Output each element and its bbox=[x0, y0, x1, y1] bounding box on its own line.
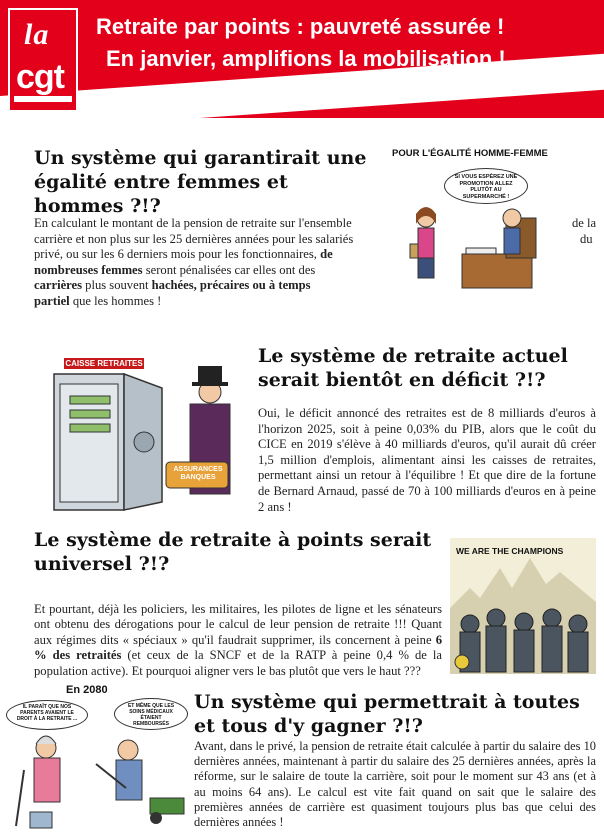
s1-line: carrières plus souvent hachées, précaires ou à temps bbox=[34, 278, 311, 293]
section4-title-line: et tous d'y gagner ?!? bbox=[194, 715, 423, 737]
cartoon4-year: En 2080 bbox=[66, 684, 108, 696]
cartoon1-drawing bbox=[388, 204, 556, 294]
s3-text-a: Et pourtant, déjà les policiers, les militaires, les pilotes de ligne et les sénateurs ont obtenu des dérogations pour le calcul de leur pension de retraite !!! Quant aux régimes dits « spéciaux » qu'il faudrait supprimer, ils concernent à peine bbox=[34, 602, 442, 647]
cartoon1-caption: POUR L'ÉGALITÉ HOMME-FEMME bbox=[392, 148, 548, 159]
safe-cartoon bbox=[40, 344, 256, 514]
headline-2: En janvier, amplifions la mobilisation ! bbox=[106, 46, 506, 71]
safe-label: CAISSE RETRAITES bbox=[65, 359, 143, 368]
section2-title-line: serait bientôt en déficit ?!? bbox=[258, 369, 546, 391]
section4-paragraph: Avant, dans le privé, la pension de retraite était calculée à partir du salaire des 10 dernières années, maintenant à partir du salaire des 25 dernières années, après la réforme, sur le salaire de toute la carrière, soit pour le moment sur 43 ans (et à au moins 64 ans). Le calcul est vite fait quand on sait que le salaire des premières années de carrière est quasiment toujours plus bas que celui des dernières années ! bbox=[194, 739, 596, 830]
cartoon2-drawing bbox=[40, 344, 256, 514]
logo-underline bbox=[14, 96, 72, 102]
section4-title bbox=[194, 690, 580, 738]
section1-title-line: égalité entre femmes et bbox=[34, 171, 288, 193]
section3-title-line: Le système de retraite à points serait bbox=[34, 529, 432, 551]
cgt-logo bbox=[8, 8, 78, 112]
cartoon1-bubble-text: SI VOUS ESPÉREZ UNE PROMOTION ALLEZ PLUTÔT AU SUPERMARCHÉ ! bbox=[454, 174, 518, 200]
s1-line: En calculant le montant de la pension de retraite sur l'ensemble bbox=[34, 216, 352, 230]
logo-cgt-text: cgt bbox=[16, 58, 64, 96]
headline-1: Retraite par points : pauvreté assurée ! bbox=[96, 14, 505, 39]
cartoon4-bubble-right-text: ET MÊME QUE LES SOINS MÉDICAUX ÉTAIENT REMBOURSÉS bbox=[127, 703, 175, 727]
cartoon3-drawing bbox=[450, 538, 596, 674]
section2-title bbox=[258, 344, 568, 392]
equality-cartoon bbox=[388, 144, 556, 294]
section1-paragraph bbox=[34, 216, 374, 310]
s1-bold-de: de bbox=[320, 247, 333, 262]
champions-banner: WE ARE THE CHAMPIONS bbox=[456, 546, 564, 556]
section1-title bbox=[34, 146, 366, 218]
section3-title bbox=[34, 528, 431, 576]
champions-cartoon bbox=[450, 538, 596, 674]
s1-line: partiel que les hommes ! bbox=[34, 293, 162, 308]
s1-right-word-2: du bbox=[580, 232, 593, 246]
s1-line: carrière et non plus sur les 25 dernières années pour les salariés bbox=[34, 231, 354, 246]
s1-line: nombreuses femmes seront pénalisées car elles ont des bbox=[34, 262, 316, 277]
section3-title-line: universel ?!? bbox=[34, 553, 170, 575]
s1-line: privé, ou sur les 6 derniers mois pour les fonctionnaires, de bbox=[34, 247, 333, 262]
section2-paragraph: Oui, le déficit annoncé des retraites est de 8 milliards d'euros à l'horizon 2025, soit à peine 0,03% du PIB, alors que le coût du CICE en 2019 s'élève à 40 milliards d'euros, qu'il aurait dû créer 1,5 million d'emplois, alimentant ainsi les caisses de retraites, permettant ainsi un retour à l'équilibre ! Et que dire de la fortune de Bernard Arnaud, passé de 70 à 100 milliards d'euros en à peine 2 ans ! bbox=[258, 406, 596, 514]
s3-text-c: (et ceux de la SNCF et de la RATP à peine 0,4 % de la population active). Et pourquoi aligner vers le bas plutôt que vers le haut ??? bbox=[34, 648, 442, 678]
s3-bold: 6 % des retraités bbox=[34, 632, 442, 663]
section1-title-line: hommes ?!? bbox=[34, 195, 161, 217]
section1-title-line: Un système qui garantirait une bbox=[34, 147, 367, 169]
cartoon4-drawing bbox=[6, 730, 188, 830]
2080-cartoon bbox=[6, 684, 188, 830]
section2-title-line: Le système de retraite actuel bbox=[258, 345, 568, 367]
cartoon4-bubble-left-text: IL PARAÎT QUE NOS PARENTS AVAIENT LE DROIT À LA RETRAITE ... bbox=[16, 704, 78, 722]
section3-paragraph bbox=[34, 602, 442, 679]
s1-right-word-1: de la bbox=[572, 216, 597, 230]
section4-title-line: Un système qui permettrait à toutes bbox=[194, 691, 580, 713]
thief-label: ASSURANCES BANQUES bbox=[173, 466, 223, 481]
logo-la-text: la bbox=[24, 18, 50, 51]
